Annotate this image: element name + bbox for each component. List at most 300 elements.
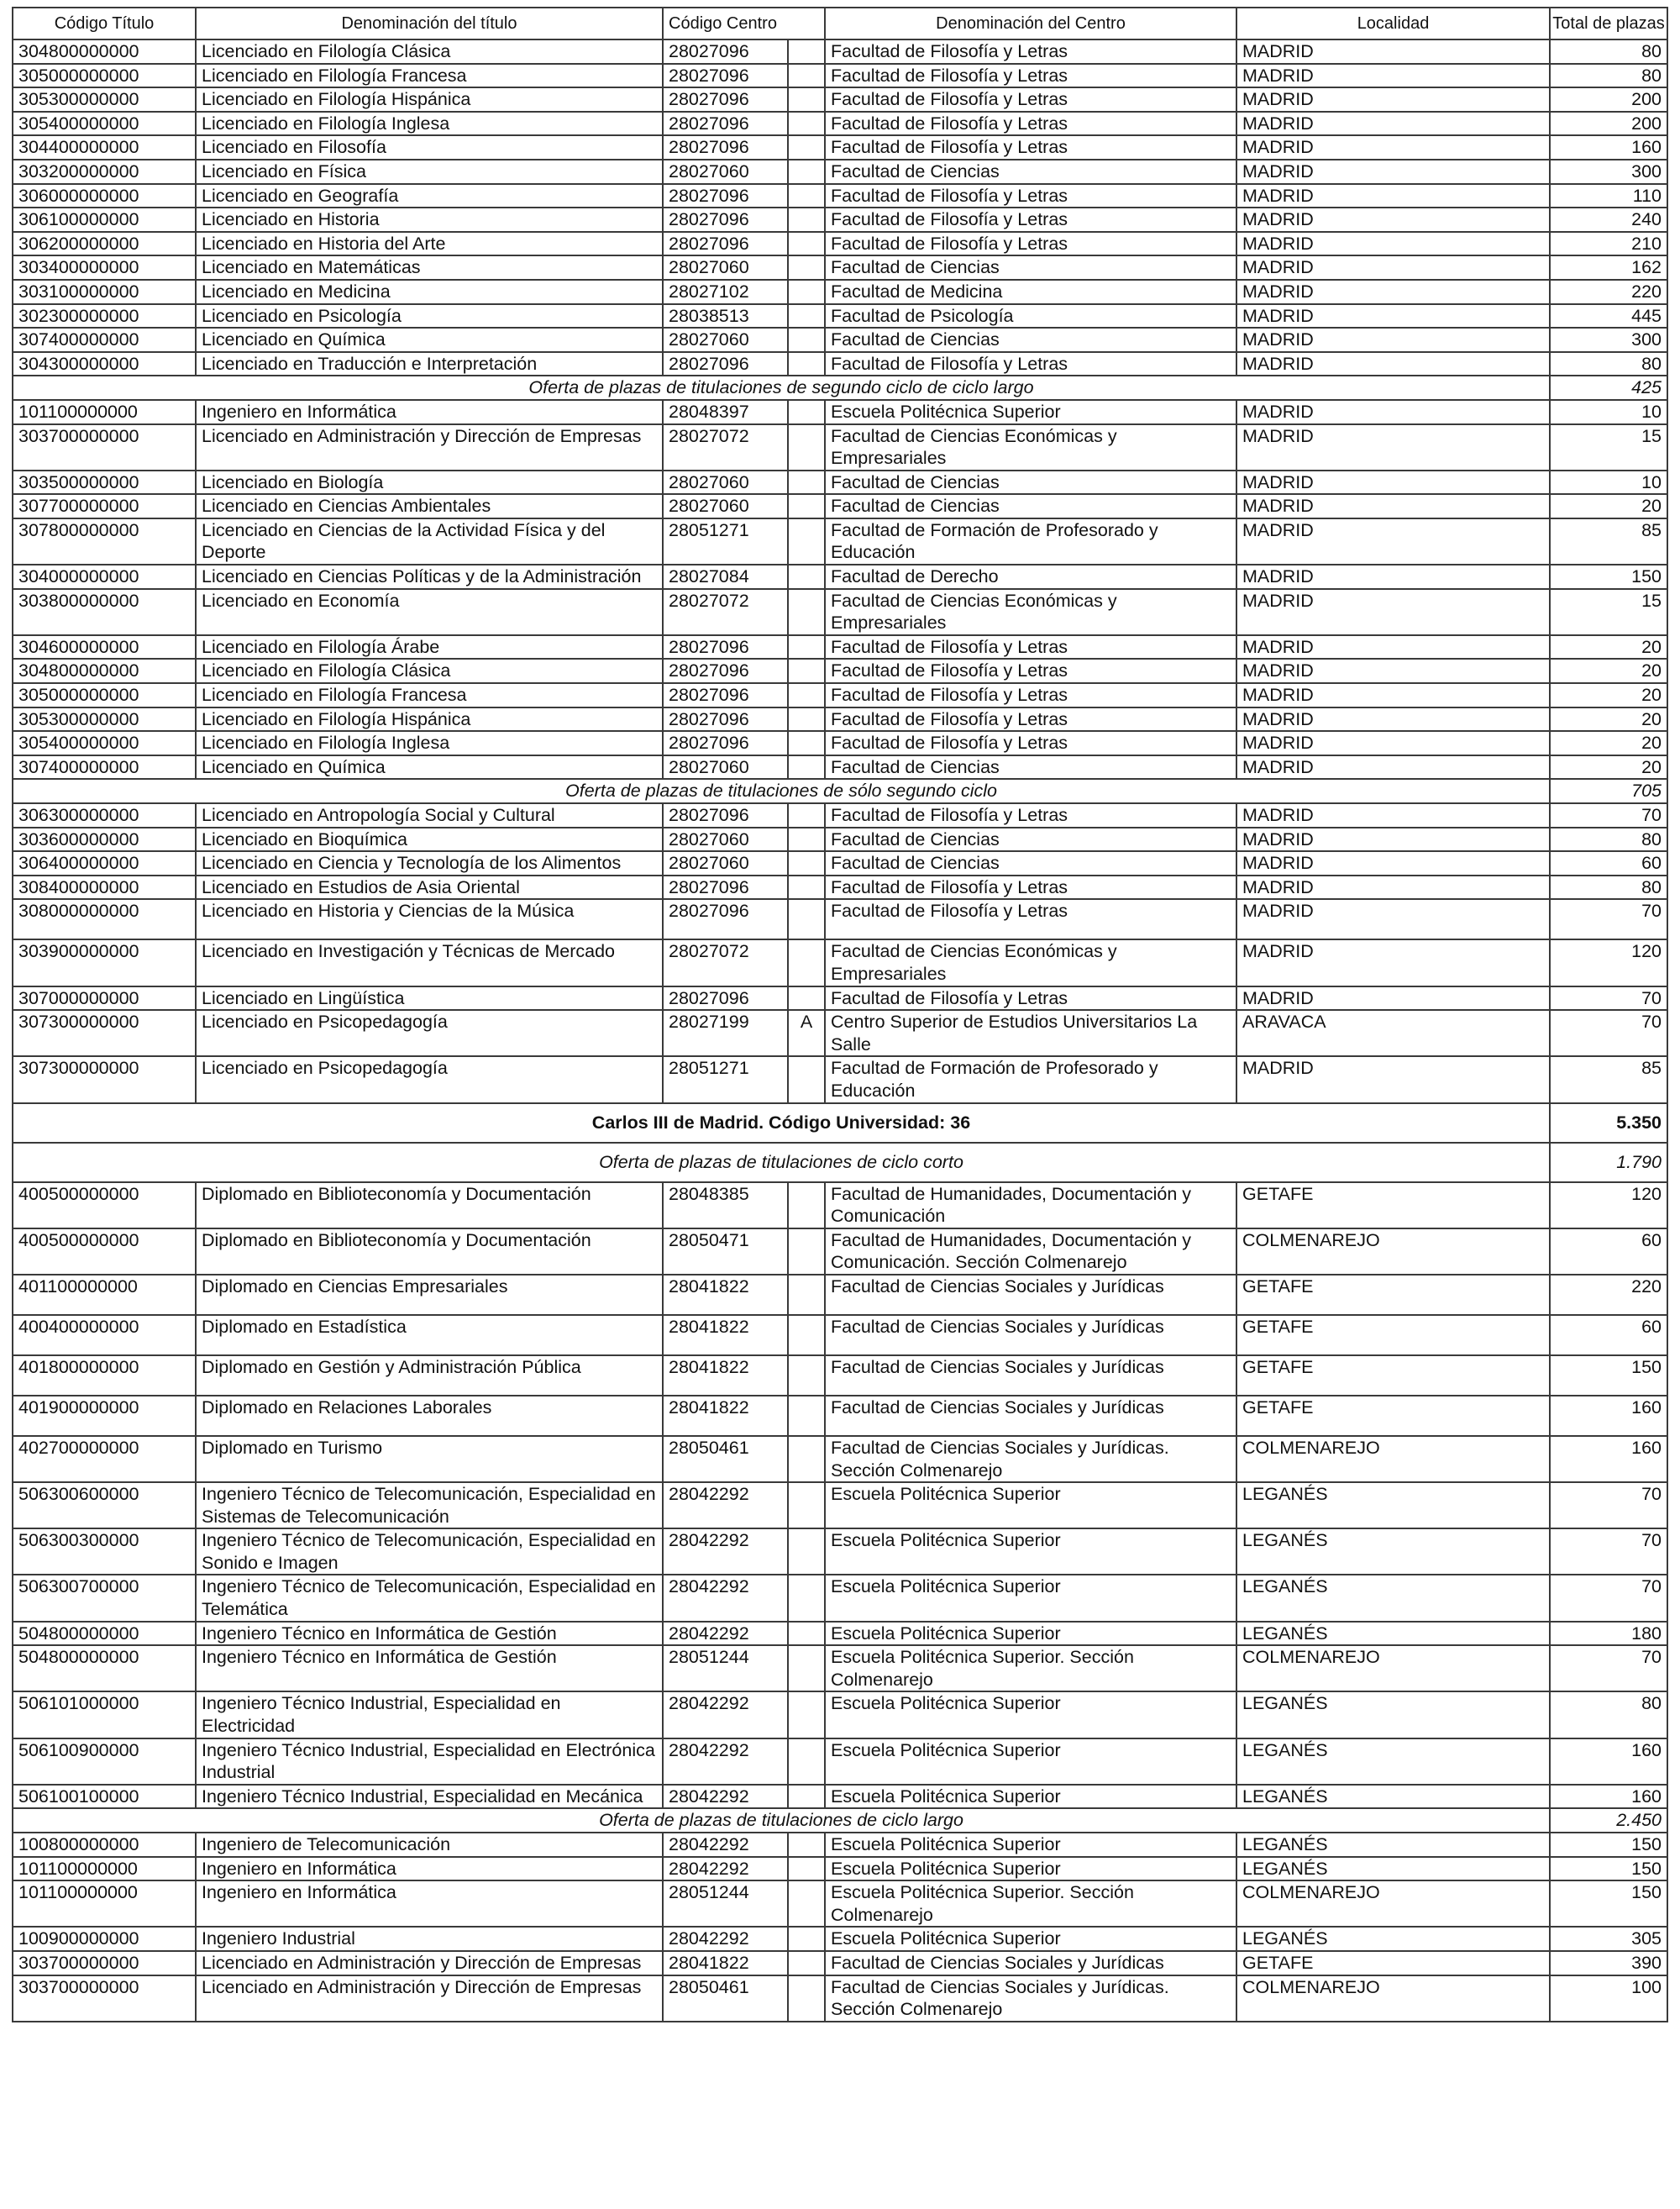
denominacion-titulo-cell: Diplomado en Biblioteconomía y Documentación — [196, 1228, 663, 1275]
denominacion-centro-cell: Facultad de Humanidades, Documentación y Comunicación — [825, 1182, 1236, 1228]
denominacion-centro-cell: Facultad de Filosofía y Letras — [825, 232, 1236, 256]
codigo-centro-cell: 28027096 — [663, 731, 788, 755]
codigo-centro-cell: 28027084 — [663, 565, 788, 589]
centro-flag-cell — [788, 1355, 825, 1396]
codigo-centro-cell: 28041822 — [663, 1396, 788, 1436]
total-plazas-cell: 10 — [1550, 400, 1667, 424]
total-plazas-cell: 110 — [1550, 184, 1667, 208]
codigo-titulo-cell: 303800000000 — [13, 589, 196, 635]
codigo-titulo-cell: 504800000000 — [13, 1622, 196, 1646]
localidad-cell: MADRID — [1236, 707, 1550, 732]
centro-flag-cell — [788, 683, 825, 707]
denominacion-titulo-cell: Ingeniero Técnico Industrial, Especialidad en Electricidad — [196, 1691, 663, 1738]
codigo-centro-cell: 28027096 — [663, 707, 788, 732]
total-plazas-cell: 150 — [1550, 1857, 1667, 1881]
total-plazas-cell: 85 — [1550, 518, 1667, 565]
denominacion-centro-cell: Facultad de Ciencias — [825, 828, 1236, 852]
denominacion-centro-cell: Facultad de Filosofía y Letras — [825, 707, 1236, 732]
centro-flag-cell — [788, 160, 825, 184]
centro-flag-cell — [788, 939, 825, 986]
table-row — [13, 828, 1667, 852]
codigo-titulo-cell: 303900000000 — [13, 939, 196, 986]
localidad-cell: MADRID — [1236, 112, 1550, 136]
header-total-plazas: Total de plazas — [1550, 8, 1667, 39]
table-row — [13, 400, 1667, 424]
centro-flag-cell — [788, 1482, 825, 1528]
localidad-cell: COLMENAREJO — [1236, 1436, 1550, 1482]
centro-flag-cell — [788, 280, 825, 304]
total-plazas-cell: 240 — [1550, 208, 1667, 232]
codigo-titulo-cell: 506300300000 — [13, 1528, 196, 1575]
denominacion-titulo-cell: Licenciado en Bioquímica — [196, 828, 663, 852]
denominacion-centro-cell: Facultad de Filosofía y Letras — [825, 112, 1236, 136]
total-plazas-cell: 120 — [1550, 939, 1667, 986]
denominacion-centro-cell: Facultad de Filosofía y Letras — [825, 39, 1236, 64]
codigo-centro-cell: 28027096 — [663, 112, 788, 136]
codigo-titulo-cell: 305300000000 — [13, 87, 196, 112]
total-plazas-cell: 80 — [1550, 39, 1667, 64]
codigo-centro-cell: 28048397 — [663, 400, 788, 424]
centro-flag-cell — [788, 64, 825, 88]
total-plazas-cell: 390 — [1550, 1951, 1667, 1975]
codigo-titulo-cell: 400500000000 — [13, 1228, 196, 1275]
total-plazas-cell: 150 — [1550, 1833, 1667, 1857]
codigo-centro-cell: 28027060 — [663, 255, 788, 280]
denominacion-titulo-cell: Licenciado en Filología Hispánica — [196, 707, 663, 732]
localidad-cell: MADRID — [1236, 64, 1550, 88]
denominacion-titulo-cell: Licenciado en Administración y Dirección de Empresas — [196, 424, 663, 471]
centro-flag-cell — [788, 518, 825, 565]
codigo-centro-cell: 28027072 — [663, 939, 788, 986]
table-row — [13, 352, 1667, 376]
total-plazas-cell: 20 — [1550, 635, 1667, 660]
codigo-centro-cell: 28027096 — [663, 232, 788, 256]
centro-flag-cell — [788, 851, 825, 876]
codigo-titulo-cell: 307700000000 — [13, 494, 196, 518]
codigo-titulo-cell: 304800000000 — [13, 39, 196, 64]
denominacion-titulo-cell: Diplomado en Estadística — [196, 1315, 663, 1355]
codigo-titulo-cell: 304000000000 — [13, 565, 196, 589]
localidad-cell: MADRID — [1236, 352, 1550, 376]
localidad-cell: MADRID — [1236, 280, 1550, 304]
localidad-cell: GETAFE — [1236, 1951, 1550, 1975]
centro-flag-cell — [788, 1396, 825, 1436]
table-row — [13, 208, 1667, 232]
denominacion-centro-cell: Escuela Politécnica Superior — [825, 400, 1236, 424]
localidad-cell: LEGANÉS — [1236, 1857, 1550, 1881]
denominacion-titulo-cell: Ingeniero Técnico Industrial, Especialidad en Mecánica — [196, 1785, 663, 1809]
codigo-centro-cell: 28042292 — [663, 1622, 788, 1646]
codigo-titulo-cell: 307300000000 — [13, 1010, 196, 1056]
centro-flag-cell — [788, 1738, 825, 1785]
centro-flag-cell — [788, 1975, 825, 2022]
codigo-centro-cell: 28027096 — [663, 184, 788, 208]
denominacion-titulo-cell: Licenciado en Física — [196, 160, 663, 184]
denominacion-centro-cell: Facultad de Ciencias — [825, 755, 1236, 780]
table-row — [13, 471, 1667, 495]
codigo-centro-cell: 28027096 — [663, 64, 788, 88]
localidad-cell: MADRID — [1236, 565, 1550, 589]
centro-flag-cell — [788, 589, 825, 635]
total-plazas-cell: 160 — [1550, 135, 1667, 160]
denominacion-centro-cell: Facultad de Filosofía y Letras — [825, 208, 1236, 232]
section-label: Oferta de plazas de titulaciones de sólo segundo ciclo — [13, 779, 1550, 803]
total-plazas-cell: 20 — [1550, 494, 1667, 518]
centro-flag-cell — [788, 1315, 825, 1355]
total-plazas-cell: 300 — [1550, 328, 1667, 352]
table-row — [13, 803, 1667, 828]
denominacion-centro-cell: Escuela Politécnica Superior. Sección Colmenarejo — [825, 1645, 1236, 1691]
centro-flag-cell — [788, 328, 825, 352]
denominacion-centro-cell: Facultad de Ciencias Sociales y Jurídicas — [825, 1355, 1236, 1396]
header-denominacion-centro: Denominación del Centro — [825, 8, 1236, 39]
localidad-cell: MADRID — [1236, 208, 1550, 232]
denominacion-centro-cell: Facultad de Ciencias — [825, 471, 1236, 495]
total-plazas-cell: 80 — [1550, 876, 1667, 900]
denominacion-centro-cell: Facultad de Filosofía y Letras — [825, 731, 1236, 755]
denominacion-titulo-cell: Diplomado en Gestión y Administración Pública — [196, 1355, 663, 1396]
codigo-titulo-cell: 304600000000 — [13, 635, 196, 660]
centro-flag-cell: A — [788, 1010, 825, 1056]
total-plazas-cell: 20 — [1550, 659, 1667, 683]
table-row — [13, 731, 1667, 755]
denominacion-titulo-cell: Licenciado en Filología Inglesa — [196, 731, 663, 755]
codigo-titulo-cell: 306400000000 — [13, 851, 196, 876]
centro-flag-cell — [788, 565, 825, 589]
centro-flag-cell — [788, 352, 825, 376]
header-localidad: Localidad — [1236, 8, 1550, 39]
codigo-centro-cell: 28041822 — [663, 1315, 788, 1355]
denominacion-titulo-cell: Ingeniero Técnico de Telecomunicación, Especialidad en Telemática — [196, 1575, 663, 1621]
denominacion-titulo-cell: Licenciado en Economía — [196, 589, 663, 635]
denominacion-centro-cell: Facultad de Humanidades, Documentación y Comunicación. Sección Colmenarejo — [825, 1228, 1236, 1275]
table-row — [13, 589, 1667, 635]
codigo-centro-cell: 28038513 — [663, 304, 788, 329]
denominacion-titulo-cell: Licenciado en Filología Clásica — [196, 39, 663, 64]
codigo-centro-cell: 28042292 — [663, 1575, 788, 1621]
table-row — [13, 1880, 1667, 1927]
codigo-centro-cell: 28041822 — [663, 1951, 788, 1975]
denominacion-centro-cell: Escuela Politécnica Superior — [825, 1833, 1236, 1857]
centro-flag-cell — [788, 255, 825, 280]
total-plazas-cell: 10 — [1550, 471, 1667, 495]
centro-flag-cell — [788, 986, 825, 1011]
denominacion-centro-cell: Facultad de Filosofía y Letras — [825, 64, 1236, 88]
total-plazas-cell: 80 — [1550, 352, 1667, 376]
table-body — [13, 39, 1667, 2022]
localidad-cell: MADRID — [1236, 589, 1550, 635]
codigo-titulo-cell: 100800000000 — [13, 1833, 196, 1857]
codigo-centro-cell: 28027072 — [663, 589, 788, 635]
centro-flag-cell — [788, 135, 825, 160]
total-plazas-cell: 80 — [1550, 1691, 1667, 1738]
denominacion-centro-cell: Facultad de Filosofía y Letras — [825, 876, 1236, 900]
codigo-centro-cell: 28027060 — [663, 755, 788, 780]
codigo-centro-cell: 28027096 — [663, 899, 788, 939]
denominacion-centro-cell: Facultad de Ciencias Económicas y Empresariales — [825, 589, 1236, 635]
codigo-centro-cell: 28042292 — [663, 1691, 788, 1738]
localidad-cell: MADRID — [1236, 659, 1550, 683]
codigo-centro-cell: 28027072 — [663, 424, 788, 471]
denominacion-centro-cell: Facultad de Ciencias Sociales y Jurídicas — [825, 1275, 1236, 1315]
denominacion-titulo-cell: Ingeniero Industrial — [196, 1927, 663, 1951]
codigo-centro-cell: 28027096 — [663, 635, 788, 660]
total-plazas-cell: 70 — [1550, 1482, 1667, 1528]
denominacion-centro-cell: Facultad de Filosofía y Letras — [825, 899, 1236, 939]
denominacion-titulo-cell: Ingeniero Técnico de Telecomunicación, Especialidad en Sonido e Imagen — [196, 1528, 663, 1575]
section-label: Oferta de plazas de titulaciones de segundo ciclo de ciclo largo — [13, 376, 1550, 400]
denominacion-centro-cell: Escuela Politécnica Superior — [825, 1528, 1236, 1575]
localidad-cell: GETAFE — [1236, 1275, 1550, 1315]
denominacion-centro-cell: Facultad de Ciencias Económicas y Empresariales — [825, 939, 1236, 986]
denominacion-titulo-cell: Ingeniero en Informática — [196, 400, 663, 424]
total-plazas-cell: 445 — [1550, 304, 1667, 329]
centro-flag-cell — [788, 400, 825, 424]
university-label: Carlos III de Madrid. Código Universidad: 36 — [13, 1103, 1550, 1143]
centro-flag-cell — [788, 1622, 825, 1646]
centro-flag-cell — [788, 1528, 825, 1575]
denominacion-titulo-cell: Licenciado en Biología — [196, 471, 663, 495]
localidad-cell: GETAFE — [1236, 1315, 1550, 1355]
denominacion-centro-cell: Facultad de Filosofía y Letras — [825, 635, 1236, 660]
denominacion-titulo-cell: Licenciado en Historia y Ciencias de la Música — [196, 899, 663, 939]
localidad-cell: MADRID — [1236, 39, 1550, 64]
denominacion-centro-cell: Centro Superior de Estudios Universitarios La Salle — [825, 1010, 1236, 1056]
denominacion-titulo-cell: Licenciado en Filosofía — [196, 135, 663, 160]
denominacion-titulo-cell: Licenciado en Medicina — [196, 280, 663, 304]
centro-flag-cell — [788, 1951, 825, 1975]
denominacion-centro-cell: Facultad de Psicología — [825, 304, 1236, 329]
total-plazas-cell: 70 — [1550, 1645, 1667, 1691]
header-row — [13, 8, 1667, 39]
codigo-titulo-cell: 101100000000 — [13, 1880, 196, 1927]
codigo-titulo-cell: 305400000000 — [13, 731, 196, 755]
localidad-cell: COLMENAREJO — [1236, 1645, 1550, 1691]
table-row — [13, 424, 1667, 471]
table-row — [13, 683, 1667, 707]
denominacion-titulo-cell: Licenciado en Traducción e Interpretación — [196, 352, 663, 376]
denominacion-titulo-cell: Licenciado en Filología Clásica — [196, 659, 663, 683]
localidad-cell: MADRID — [1236, 494, 1550, 518]
table-row — [13, 565, 1667, 589]
denominacion-centro-cell: Escuela Politécnica Superior — [825, 1622, 1236, 1646]
codigo-centro-cell: 28042292 — [663, 1857, 788, 1881]
codigo-centro-cell: 28027096 — [663, 39, 788, 64]
section-row — [13, 779, 1667, 803]
centro-flag-cell — [788, 707, 825, 732]
denominacion-titulo-cell: Licenciado en Investigación y Técnicas de Mercado — [196, 939, 663, 986]
total-plazas-cell: 20 — [1550, 683, 1667, 707]
codigo-titulo-cell: 506300700000 — [13, 1575, 196, 1621]
centro-flag-cell — [788, 803, 825, 828]
codigo-titulo-cell: 304800000000 — [13, 659, 196, 683]
centro-flag-cell — [788, 494, 825, 518]
centro-flag-cell — [788, 1436, 825, 1482]
codigo-titulo-cell: 302300000000 — [13, 304, 196, 329]
table-row — [13, 899, 1667, 939]
codigo-titulo-cell: 303400000000 — [13, 255, 196, 280]
codigo-titulo-cell: 304400000000 — [13, 135, 196, 160]
denominacion-titulo-cell: Ingeniero Técnico Industrial, Especialidad en Electrónica Industrial — [196, 1738, 663, 1785]
total-plazas-cell: 200 — [1550, 112, 1667, 136]
plazas-table — [12, 7, 1668, 2022]
table-row — [13, 494, 1667, 518]
centro-flag-cell — [788, 184, 825, 208]
localidad-cell: MADRID — [1236, 232, 1550, 256]
codigo-centro-cell: 28027096 — [663, 135, 788, 160]
university-row — [13, 1103, 1667, 1143]
table-row — [13, 659, 1667, 683]
localidad-cell: MADRID — [1236, 304, 1550, 329]
table-row — [13, 1738, 1667, 1785]
codigo-titulo-cell: 303700000000 — [13, 1975, 196, 2022]
localidad-cell: COLMENAREJO — [1236, 1880, 1550, 1927]
codigo-centro-cell: 28051244 — [663, 1645, 788, 1691]
total-plazas-cell: 70 — [1550, 1575, 1667, 1621]
localidad-cell: MADRID — [1236, 328, 1550, 352]
denominacion-titulo-cell: Licenciado en Psicología — [196, 304, 663, 329]
localidad-cell: GETAFE — [1236, 1355, 1550, 1396]
centro-flag-cell — [788, 1275, 825, 1315]
denominacion-titulo-cell: Diplomado en Ciencias Empresariales — [196, 1275, 663, 1315]
table-row — [13, 280, 1667, 304]
codigo-titulo-cell: 303600000000 — [13, 828, 196, 852]
denominacion-centro-cell: Facultad de Filosofía y Letras — [825, 986, 1236, 1011]
document-page — [12, 7, 1667, 2022]
centro-flag-cell — [788, 828, 825, 852]
codigo-titulo-cell: 307000000000 — [13, 986, 196, 1011]
codigo-titulo-cell: 305400000000 — [13, 112, 196, 136]
codigo-titulo-cell: 308400000000 — [13, 876, 196, 900]
codigo-centro-cell: 28042292 — [663, 1738, 788, 1785]
table-row — [13, 1927, 1667, 1951]
localidad-cell: MADRID — [1236, 1056, 1550, 1102]
total-plazas-cell: 220 — [1550, 1275, 1667, 1315]
localidad-cell: LEGANÉS — [1236, 1482, 1550, 1528]
codigo-titulo-cell: 303700000000 — [13, 424, 196, 471]
denominacion-titulo-cell: Ingeniero Técnico de Telecomunicación, Especialidad en Sistemas de Telecomunicación — [196, 1482, 663, 1528]
codigo-centro-cell: 28050461 — [663, 1436, 788, 1482]
codigo-titulo-cell: 306200000000 — [13, 232, 196, 256]
denominacion-titulo-cell: Licenciado en Psicopedagogía — [196, 1056, 663, 1102]
denominacion-centro-cell: Facultad de Formación de Profesorado y Educación — [825, 518, 1236, 565]
denominacion-titulo-cell: Ingeniero en Informática — [196, 1880, 663, 1927]
table-row — [13, 1575, 1667, 1621]
table-row — [13, 160, 1667, 184]
codigo-titulo-cell: 307400000000 — [13, 755, 196, 780]
denominacion-titulo-cell: Licenciado en Psicopedagogía — [196, 1010, 663, 1056]
table-row — [13, 328, 1667, 352]
codigo-centro-cell: 28027096 — [663, 87, 788, 112]
table-row — [13, 1010, 1667, 1056]
codigo-centro-cell: 28042292 — [663, 1528, 788, 1575]
denominacion-centro-cell: Facultad de Filosofía y Letras — [825, 352, 1236, 376]
denominacion-centro-cell: Facultad de Ciencias Sociales y Jurídicas — [825, 1315, 1236, 1355]
codigo-centro-cell: 28027060 — [663, 494, 788, 518]
localidad-cell: MADRID — [1236, 683, 1550, 707]
total-plazas-cell: 160 — [1550, 1738, 1667, 1785]
localidad-cell: MADRID — [1236, 135, 1550, 160]
localidad-cell: MADRID — [1236, 803, 1550, 828]
denominacion-titulo-cell: Licenciado en Filología Francesa — [196, 683, 663, 707]
codigo-centro-cell: 28027199 — [663, 1010, 788, 1056]
section-row — [13, 1808, 1667, 1833]
header-codigo-titulo: Código Título — [13, 8, 196, 39]
table-row — [13, 1975, 1667, 2022]
centro-flag-cell — [788, 659, 825, 683]
centro-flag-cell — [788, 1880, 825, 1927]
codigo-centro-cell: 28041822 — [663, 1355, 788, 1396]
codigo-centro-cell: 28051244 — [663, 1880, 788, 1927]
centro-flag-cell — [788, 1056, 825, 1102]
table-row — [13, 518, 1667, 565]
denominacion-centro-cell: Escuela Politécnica Superior — [825, 1575, 1236, 1621]
localidad-cell: LEGANÉS — [1236, 1785, 1550, 1809]
denominacion-titulo-cell: Diplomado en Biblioteconomía y Documentación — [196, 1182, 663, 1228]
denominacion-titulo-cell: Licenciado en Filología Francesa — [196, 64, 663, 88]
denominacion-centro-cell: Escuela Politécnica Superior — [825, 1738, 1236, 1785]
denominacion-centro-cell: Escuela Politécnica Superior — [825, 1857, 1236, 1881]
codigo-centro-cell: 28027060 — [663, 328, 788, 352]
codigo-centro-cell: 28050471 — [663, 1228, 788, 1275]
centro-flag-cell — [788, 1691, 825, 1738]
table-row — [13, 1785, 1667, 1809]
total-plazas-cell: 160 — [1550, 1785, 1667, 1809]
denominacion-titulo-cell: Licenciado en Historia del Arte — [196, 232, 663, 256]
header-codigo-centro: Código Centro — [663, 8, 825, 39]
total-plazas-cell: 80 — [1550, 64, 1667, 88]
localidad-cell: MADRID — [1236, 184, 1550, 208]
codigo-titulo-cell: 306000000000 — [13, 184, 196, 208]
codigo-titulo-cell: 504800000000 — [13, 1645, 196, 1691]
localidad-cell: MADRID — [1236, 471, 1550, 495]
denominacion-titulo-cell: Licenciado en Ciencias de la Actividad Física y del Deporte — [196, 518, 663, 565]
total-plazas-cell: 220 — [1550, 280, 1667, 304]
table-row — [13, 939, 1667, 986]
denominacion-titulo-cell: Licenciado en Geografía — [196, 184, 663, 208]
codigo-centro-cell: 28042292 — [663, 1482, 788, 1528]
table-row — [13, 1622, 1667, 1646]
denominacion-titulo-cell: Licenciado en Ciencias Ambientales — [196, 494, 663, 518]
localidad-cell: COLMENAREJO — [1236, 1975, 1550, 2022]
codigo-titulo-cell: 506101000000 — [13, 1691, 196, 1738]
codigo-titulo-cell: 303500000000 — [13, 471, 196, 495]
denominacion-centro-cell: Facultad de Filosofía y Letras — [825, 683, 1236, 707]
table-row — [13, 1857, 1667, 1881]
total-plazas-cell: 300 — [1550, 160, 1667, 184]
codigo-centro-cell: 28051271 — [663, 1056, 788, 1102]
codigo-titulo-cell: 305000000000 — [13, 64, 196, 88]
codigo-titulo-cell: 305000000000 — [13, 683, 196, 707]
codigo-titulo-cell: 303700000000 — [13, 1951, 196, 1975]
table-row — [13, 1275, 1667, 1315]
denominacion-titulo-cell: Ingeniero en Informática — [196, 1857, 663, 1881]
denominacion-titulo-cell: Licenciado en Ciencias Políticas y de la Administración — [196, 565, 663, 589]
section-label: Oferta de plazas de titulaciones de ciclo largo — [13, 1808, 1550, 1833]
localidad-cell: MADRID — [1236, 939, 1550, 986]
total-plazas-cell: 160 — [1550, 1396, 1667, 1436]
total-plazas-cell: 20 — [1550, 707, 1667, 732]
centro-flag-cell — [788, 1575, 825, 1621]
denominacion-centro-cell: Escuela Politécnica Superior — [825, 1482, 1236, 1528]
codigo-centro-cell: 28048385 — [663, 1182, 788, 1228]
denominacion-centro-cell: Facultad de Ciencias — [825, 494, 1236, 518]
codigo-titulo-cell: 303200000000 — [13, 160, 196, 184]
localidad-cell: LEGANÉS — [1236, 1738, 1550, 1785]
denominacion-centro-cell: Escuela Politécnica Superior — [825, 1785, 1236, 1809]
total-plazas-cell: 150 — [1550, 1355, 1667, 1396]
denominacion-centro-cell: Facultad de Ciencias — [825, 851, 1236, 876]
